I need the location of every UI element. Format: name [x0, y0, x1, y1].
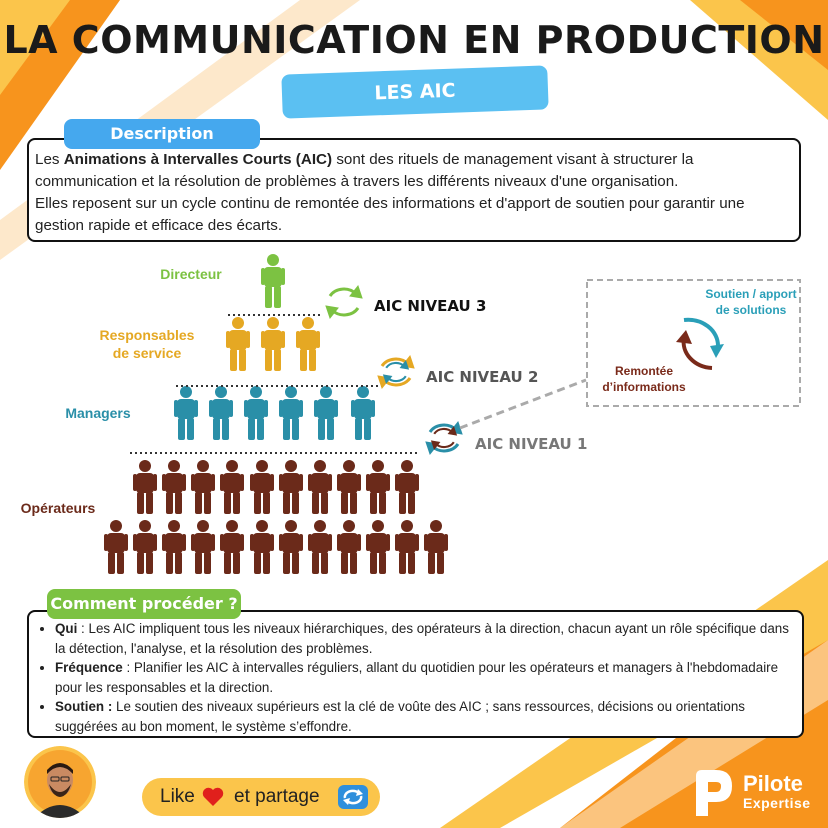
person-operateur-icon — [220, 520, 244, 574]
description-text-start: Les — [35, 151, 64, 168]
person-manager-icon — [209, 386, 233, 440]
cycle-top-1: Soutien / apport — [705, 287, 797, 301]
person-manager-icon — [244, 386, 268, 440]
person-operateur-icon — [133, 460, 157, 514]
person-manager-icon — [314, 386, 338, 440]
person-operateur-icon — [395, 520, 419, 574]
how-box — [27, 610, 804, 738]
avatar-photo — [24, 746, 96, 818]
label-directeur: Directeur — [160, 266, 222, 282]
item-term: Qui — [55, 621, 78, 636]
page-title: LA COMMUNICATION EN PRODUCTION — [3, 18, 825, 62]
person-operateur-icon — [366, 460, 390, 514]
cycle-arrows-icon — [326, 286, 362, 318]
person-responsable-icon — [226, 317, 250, 371]
person-operateur-icon — [104, 520, 128, 574]
list-item — [55, 619, 792, 658]
description-paragraph-2: Elles reposent sur un cycle continu de remontée des informations et d'apport de soutien pour garantir une gestion rapide et efficace des écarts. — [35, 195, 745, 234]
person-operateur-icon — [220, 460, 244, 514]
item-text: Le soutien des niveaux supérieurs est la clé de voûte des AIC ; sans ressources, décisions ou orientations suggérées au bon moment, le système s’effondre. — [55, 699, 745, 734]
item-sep: : — [122, 660, 134, 675]
item-term: Fréquence — [55, 660, 123, 675]
person-operateur-icon — [250, 520, 274, 574]
person-operateur-icon — [279, 460, 303, 514]
label-managers: Managers — [65, 405, 131, 421]
pilote-logo-icon — [690, 768, 738, 820]
avatar — [24, 746, 96, 818]
how-tab: Comment procéder ? — [47, 589, 241, 619]
how-list — [39, 619, 792, 736]
label-responsables-2: de service — [112, 345, 182, 361]
cycle-bottom-1: Remontée — [614, 364, 674, 378]
person-manager-icon — [279, 386, 303, 440]
like-label: Like — [160, 786, 195, 807]
person-operateur-icon — [162, 460, 186, 514]
person-operateur-icon — [191, 460, 215, 514]
person-operateur-icon — [191, 520, 215, 574]
cycle-top-2: de solutions — [715, 303, 787, 317]
description-term: Animations à Intervalles Courts (AIC) — [63, 151, 333, 168]
person-responsable-icon — [296, 317, 320, 371]
person-operateur-icon — [337, 460, 361, 514]
item-text: Planifier les AIC à intervalles réguliers, allant du quotidien pour les opérateurs et managers à l'hebdomadaire pour les responsables et la direction. — [55, 660, 779, 695]
person-operateur-icon — [162, 520, 186, 574]
person-operateur-icon — [250, 460, 274, 514]
logo-text-pilote: Pilote — [743, 771, 803, 796]
person-directeur-icon — [261, 254, 285, 308]
person-manager-icon — [174, 386, 198, 440]
connector-line — [460, 380, 586, 428]
cycle-bottom-2: d’informations — [602, 380, 686, 394]
pilote-logo — [690, 768, 738, 825]
item-term: Soutien : — [55, 699, 113, 714]
aic-niveau-2: AIC NIVEAU 2 — [426, 368, 539, 386]
person-operateur-icon — [308, 520, 332, 574]
person-operateur-icon — [424, 520, 448, 574]
list-item — [55, 697, 792, 736]
description-tab: Description — [64, 119, 260, 149]
share-label: et partage — [234, 786, 320, 807]
logo-text-expertise: Expertise — [743, 795, 811, 811]
list-item — [55, 658, 792, 697]
person-operateur-icon — [366, 520, 390, 574]
person-operateur-icon — [395, 460, 419, 514]
person-operateur-icon — [279, 520, 303, 574]
cycle-arrows-icon — [378, 356, 414, 388]
person-operateur-icon — [337, 520, 361, 574]
aic-niveau-1: AIC NIVEAU 1 — [475, 435, 588, 453]
subtitle-badge: LES AIC — [281, 65, 548, 118]
cycle-arrows-icon — [426, 422, 462, 454]
person-manager-icon — [351, 386, 375, 440]
share-cycle-icon — [338, 785, 368, 809]
label-responsables-1: Responsables — [99, 327, 195, 343]
item-text: Les AIC impliquent tous les niveaux hiérarchiques, des opérateurs à la direction, chacun ayant un rôle spécifique dans la détection, l'analyse, et la résolution des problèmes. — [55, 621, 789, 656]
heart-icon — [202, 787, 224, 807]
person-operateur-icon — [133, 520, 157, 574]
label-operateurs: Opérateurs — [20, 500, 96, 516]
item-sep: : — [77, 621, 89, 636]
like-share-pill[interactable] — [142, 778, 380, 816]
person-operateur-icon — [308, 460, 332, 514]
aic-niveau-3: AIC NIVEAU 3 — [374, 297, 487, 315]
description-text-end: sont des rituels de management visant à structurer la communication et la résolution de problèmes à travers les différents niveaux d'une organisation. — [35, 151, 694, 190]
person-responsable-icon — [261, 317, 285, 371]
